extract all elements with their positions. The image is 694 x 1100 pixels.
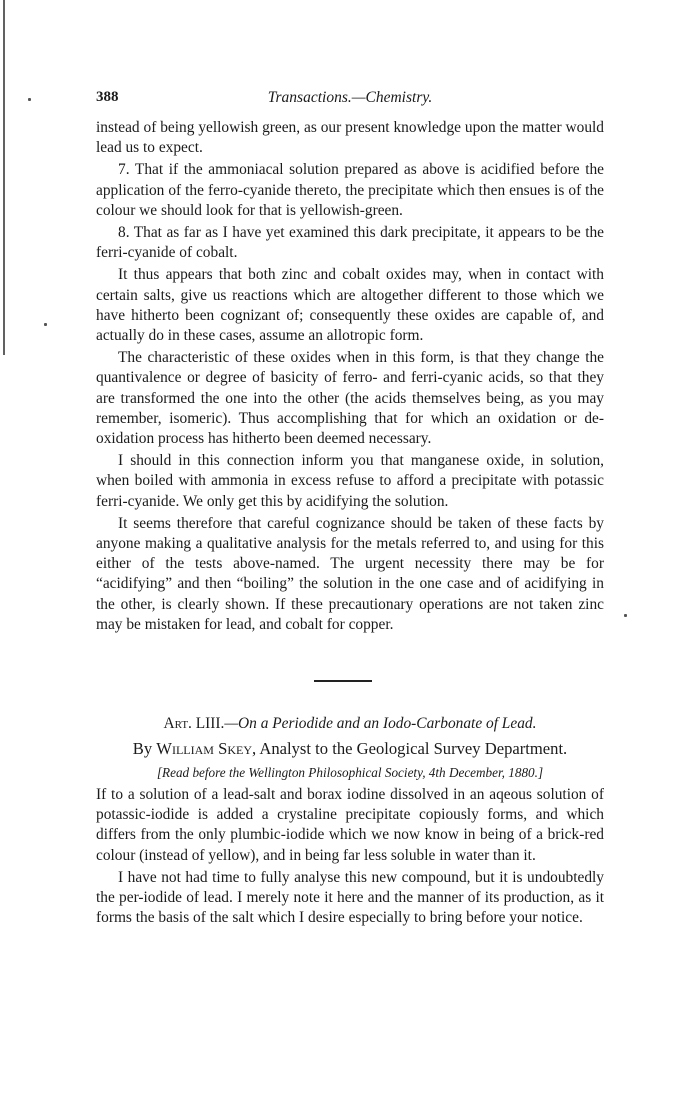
paragraph: I have not had time to fully analyse this new compound, but it is undoubtedly the per-iodide of lead. I merely note it here and the manner of its production, as it forms the basis of the salt which I desire especially to bring before your notice.: [96, 868, 604, 927]
article-title-text: —On a Periodide and an Iodo-Carbonate of Lead.: [224, 715, 537, 732]
section-divider: [314, 680, 372, 682]
paragraph: The characteristic of these oxides when in this form, is that they change the quantivalence or degree of basicity of ferro- and ferri-cyanic acids, so that they are transformed the one into the other (the acids themselves being, as you may remember, isomeric). Thus accomplishing that for which an oxidation or de-oxidation process has hitherto been deemed necessary.: [96, 349, 604, 448]
read-note: [Read before the Wellington Philosophical Society, 4th December, 1880.]: [156, 765, 544, 780]
paragraph: 8. That as far as I have yet examined this dark precipitate, it appears to be the ferri-cyanide of cobalt.: [96, 224, 604, 262]
page-binding-edge: [3, 0, 5, 355]
article-title: [96, 714, 604, 734]
article-body: [96, 785, 604, 928]
paragraph: 7. That if the ammoniacal solution prepared as above is acidified before the application of the ferro-cyanide thereto, the precipitate which then ensues is of the colour we should look for that is yellowish-green.: [96, 161, 604, 219]
page-number: 388: [96, 89, 119, 105]
author-suffix: , Analyst to the Geological Survey Department.: [252, 739, 568, 758]
author-prefix: By: [132, 739, 153, 758]
article-number: Art. LIII.: [163, 715, 225, 732]
paragraph: It thus appears that both zinc and cobalt oxides may, when in contact with certain salts, give us reactions which are altogether different to those which we have hitherto been cognizant of; consequently these oxides are capable of, and actually do in these cases, assume an allotropic form.: [96, 266, 604, 345]
article-liii: [96, 714, 604, 928]
paragraph: If to a solution of a lead-salt and borax iodine dissolved in an aqeous solution of potassic-iodide is added a crystaline precipitate copiously forms, and which differs from the only plumbic-iodide which we now know in being of a brick-red colour (instead of yellow), and in being far less soluble in water than it.: [96, 786, 604, 864]
running-title: Transactions.—Chemistry.: [267, 89, 433, 106]
margin-mark: [28, 98, 31, 101]
margin-mark: [624, 614, 627, 617]
paragraph: It seems therefore that careful cognizance should be taken of these facts by anyone making a qualitative analysis for the metals referred to, and using for this either of the tests above-named. The urgent necessity there may be for “acidifying” and then “boiling” the solution in the one case and of acidifying in the other, is clearly shown. If these precautionary operations are not taken zinc may be mistaken for lead, and cobalt for copper.: [96, 514, 604, 633]
margin-mark: [44, 323, 47, 326]
paragraph: instead of being yellowish green, as our present knowledge upon the matter would lead us to expect.: [96, 119, 604, 157]
continued-text: [96, 118, 604, 635]
author-name: William Skey: [156, 739, 252, 758]
article-author: [96, 738, 604, 760]
page-header: [96, 89, 604, 109]
paragraph: I should in this connection inform you that manganese oxide, in solution, when boiled with ammonia in excess refuse to afford a precipitate with potassic ferri-cyanide. We only get this by acidifying the solution.: [96, 452, 604, 510]
